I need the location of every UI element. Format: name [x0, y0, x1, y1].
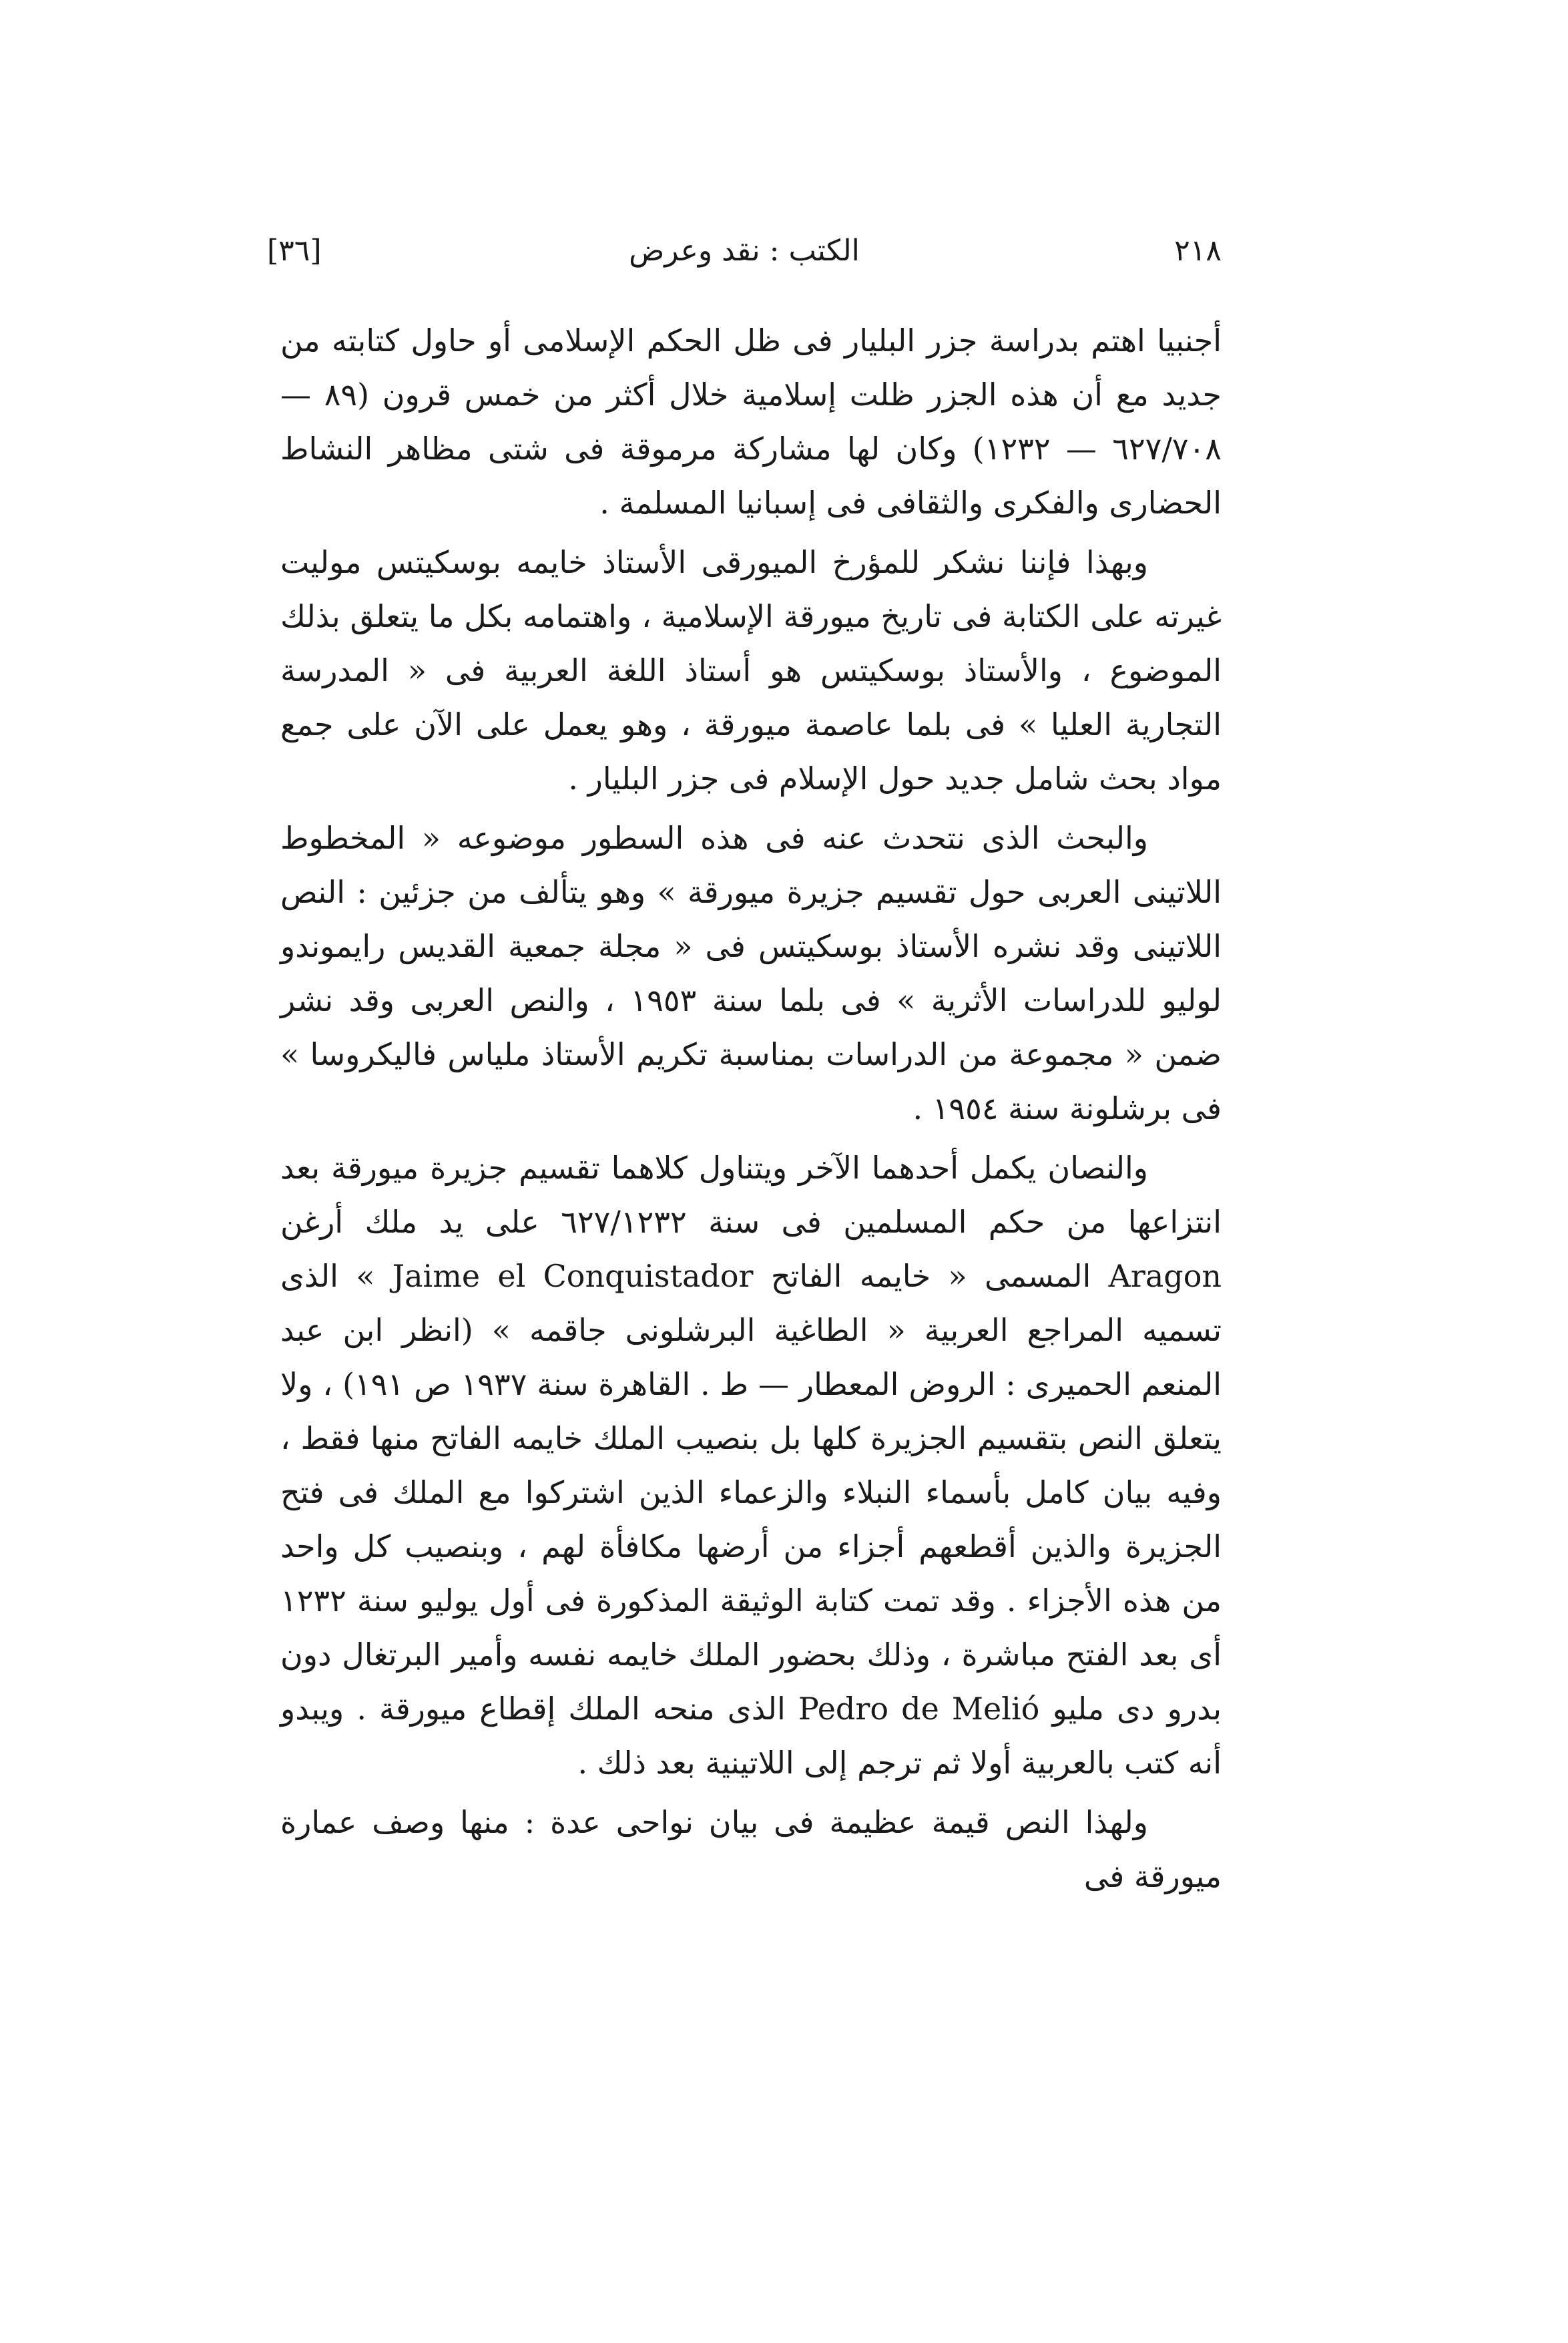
paragraph-4: والنصان يكمل أحدهما الآخر ويتناول كلاهما تقسيم جزيرة ميورقة بعد انتزاعها من حكم المسلمين فى سنة ٦٢٧/١٢٣٢ على يد ملك أرغن Aragon المسمى « خايمه الفاتح Jaime el Conquistador » الذى تسميه المراجع العربية « الطاغية البرشلونى جاقمه » (انظر ابن عبد المنعم الحميرى : الروض المعطار — ط . القاهرة سنة ١٩٣٧ ص ١٩١) ، ولا يتعلق النص بتقسيم الجزيرة كلها بل بنصيب الملك خايمه الفاتح منها فقط ، وفيه بيان كامل بأسماء النبلاء والزعماء الذين اشتركوا مع الملك فى فتح الجزيرة والذين أقطعهم أجزاء من أرضها مكافأة لهم ، وبنصيب كل واحد من هذه الأجزاء . وقد تمت كتابة الوثيقة المذكورة فى أول يوليو سنة ١٢٣٢ أى بعد الفتح مباشرة ، وذلك بحضور الملك خايمه نفسه وأمير البرتغال دون بدرو دى مليو Pedro de Melió الذى منحه الملك إقطاع ميورقة . ويبدو أنه كتب بالعربية أولا ثم ترجم إلى اللاتينية بعد ذلك . [280, 1150, 1222, 1781]
page-body [280, 314, 1222, 1909]
page-header [267, 234, 1222, 280]
page-number: ٢١٨ [1174, 234, 1222, 268]
running-title: الكتب : نقد وعرض [629, 234, 860, 268]
page-section-number: [٣٦] [267, 234, 322, 268]
paragraph-1: أجنبيا اهتم بدراسة جزر البليار فى ظل الحكم الإسلامى أو حاول كتابته من جديد مع أن هذه الجزر ظلت إسلامية خلال أكثر من خمس قرون (٨٩ — ٦٢٧/٧٠٨ — ١٢٣٢) وكان لها مشاركة مرموقة فى شتى مظاهر النشاط الحضارى والفكرى والثقافى فى إسبانيا المسلمة . [280, 323, 1222, 521]
paragraph-3: والبحث الذى نتحدث عنه فى هذه السطور موضوعه « المخطوط اللاتينى العربى حول تقسيم جزيرة ميورقة » وهو يتألف من جزئين : النص اللاتينى وقد نشره الأستاذ بوسكيتس فى « مجلة جمعية القديس رايموندو لوليو للدراسات الأثرية » فى بلما سنة ١٩٥٣ ، والنص العربى وقد نشر ضمن « مجموعة من الدراسات بمناسبة تكريم الأستاذ ملياس فاليكروسا » فى برشلونة سنة ١٩٥٤ . [280, 820, 1222, 1126]
paragraph-5: ولهذا النص قيمة عظيمة فى بيان نواحى عدة : منها وصف عمارة ميورقة فى [280, 1804, 1222, 1894]
paragraph-2: وبهذا فإننا نشكر للمؤرخ الميورقى الأستاذ خايمه بوسكيتس موليت غيرته على الكتابة فى تاريخ ميورقة الإسلامية ، واهتمامه بكل ما يتعلق بذلك الموضوع ، والأستاذ بوسكيتس هو أستاذ اللغة العربية فى « المدرسة التجارية العليا » فى بلما عاصمة ميورقة ، وهو يعمل على الآن على جمع مواد بحث شامل جديد حول الإسلام فى جزر البليار . [280, 544, 1222, 797]
